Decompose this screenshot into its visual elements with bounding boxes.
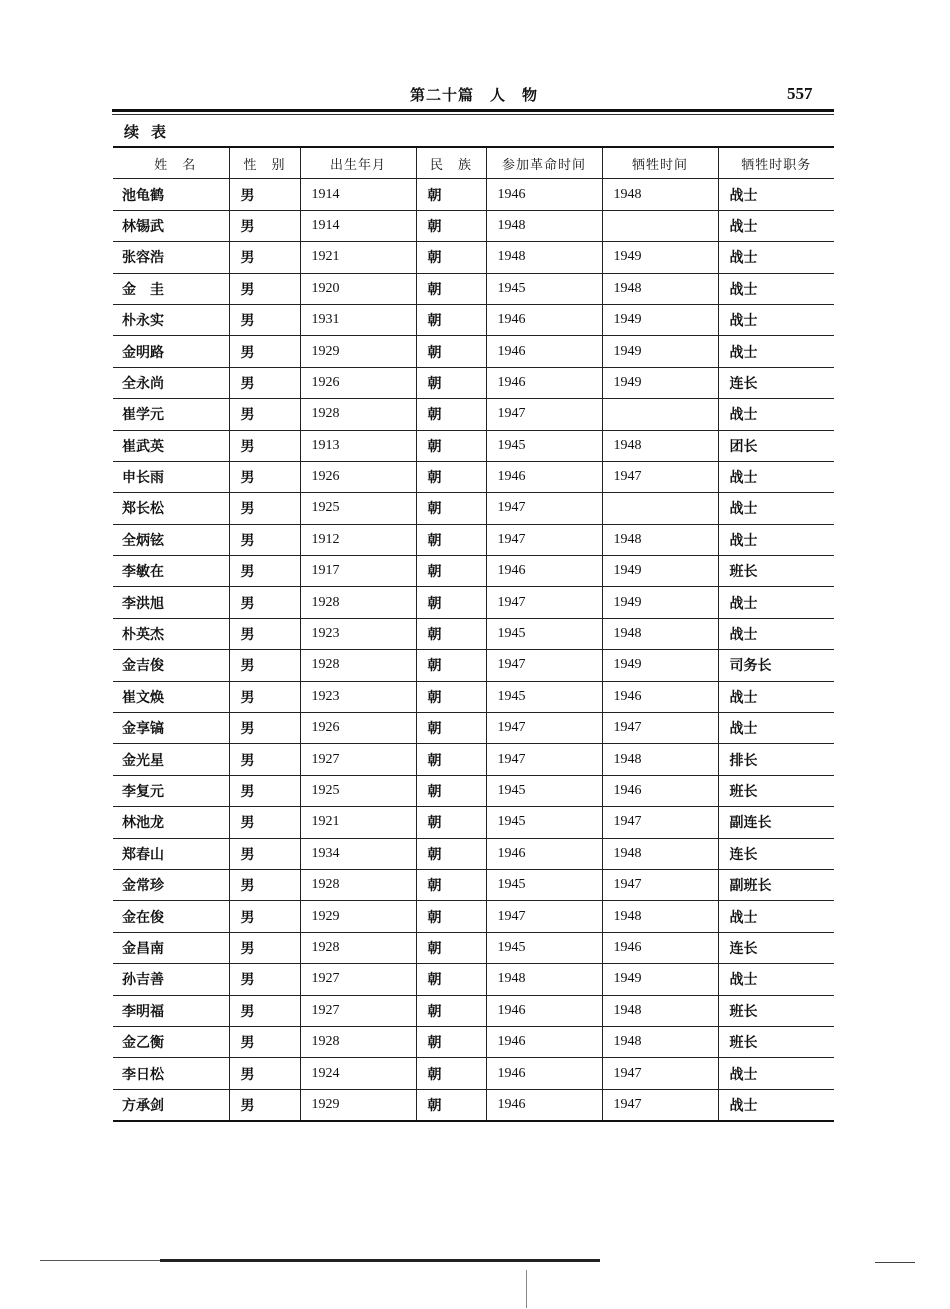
cell-death-year: 1947: [602, 1058, 718, 1089]
cell-birth-year: 1927: [300, 964, 416, 995]
cell-death-year: [602, 210, 718, 241]
cell-position: 战士: [718, 1089, 834, 1121]
cell-sex: 男: [229, 304, 300, 335]
cell-ethnicity: 朝: [416, 838, 486, 869]
cell-joined-year: 1947: [486, 901, 602, 932]
cell-birth-year: 1923: [300, 681, 416, 712]
cell-position: 战士: [718, 618, 834, 649]
cell-name: 崔学元: [113, 399, 229, 430]
table-row: [113, 179, 834, 210]
cell-joined-year: 1947: [486, 524, 602, 555]
cell-death-year: 1947: [602, 1089, 718, 1121]
cell-birth-year: 1928: [300, 399, 416, 430]
footer-mark: [875, 1262, 915, 1263]
table-body: [113, 179, 834, 1121]
column-header-sex: 性 别: [229, 147, 300, 179]
header-rule: [112, 109, 834, 112]
cell-ethnicity: 朝: [416, 1058, 486, 1089]
cell-sex: 男: [229, 367, 300, 398]
cell-birth-year: 1928: [300, 1026, 416, 1057]
cell-sex: 男: [229, 493, 300, 524]
cell-ethnicity: 朝: [416, 336, 486, 367]
table-row: [113, 744, 834, 775]
cell-position: 班长: [718, 1026, 834, 1057]
cell-joined-year: 1946: [486, 1089, 602, 1121]
cell-sex: 男: [229, 775, 300, 806]
cell-name: 金昌南: [113, 932, 229, 963]
table-row: [113, 1058, 834, 1089]
martyrs-table: [113, 146, 834, 1122]
cell-birth-year: 1927: [300, 995, 416, 1026]
cell-birth-year: 1921: [300, 242, 416, 273]
cell-sex: 男: [229, 273, 300, 304]
cell-joined-year: 1946: [486, 304, 602, 335]
cell-ethnicity: 朝: [416, 461, 486, 492]
cell-name: 朴永实: [113, 304, 229, 335]
cell-birth-year: 1924: [300, 1058, 416, 1089]
cell-death-year: 1947: [602, 461, 718, 492]
cell-birth-year: 1912: [300, 524, 416, 555]
table-row: [113, 713, 834, 744]
cell-name: 金享镐: [113, 713, 229, 744]
cell-sex: 男: [229, 524, 300, 555]
cell-birth-year: 1914: [300, 210, 416, 241]
cell-ethnicity: 朝: [416, 744, 486, 775]
cell-name: 林锡武: [113, 210, 229, 241]
table-row: [113, 901, 834, 932]
cell-ethnicity: 朝: [416, 995, 486, 1026]
cell-name: 金乙衡: [113, 1026, 229, 1057]
cell-death-year: 1947: [602, 869, 718, 900]
column-header-name: 姓 名: [113, 147, 229, 179]
cell-birth-year: 1927: [300, 744, 416, 775]
cell-birth-year: 1923: [300, 618, 416, 649]
cell-sex: 男: [229, 838, 300, 869]
cell-joined-year: 1948: [486, 210, 602, 241]
cell-death-year: 1949: [602, 304, 718, 335]
cell-position: 战士: [718, 681, 834, 712]
cell-joined-year: 1945: [486, 430, 602, 461]
column-header-joined: 参加革命时间: [486, 147, 602, 179]
continued-label: 续表: [124, 123, 179, 141]
table-row: [113, 775, 834, 806]
fold-mark: [526, 1270, 527, 1308]
cell-position: 班长: [718, 775, 834, 806]
cell-name: 林池龙: [113, 807, 229, 838]
cell-position: 战士: [718, 242, 834, 273]
cell-position: 战士: [718, 587, 834, 618]
table-header-row: [113, 147, 834, 179]
cell-sex: 男: [229, 1026, 300, 1057]
cell-name: 金常珍: [113, 869, 229, 900]
cell-position: 班长: [718, 556, 834, 587]
cell-birth-year: 1913: [300, 430, 416, 461]
cell-joined-year: 1948: [486, 964, 602, 995]
table-row: [113, 556, 834, 587]
cell-birth-year: 1931: [300, 304, 416, 335]
table-row: [113, 932, 834, 963]
cell-birth-year: 1925: [300, 493, 416, 524]
cell-joined-year: 1945: [486, 869, 602, 900]
cell-position: 战士: [718, 179, 834, 210]
table-row: [113, 1089, 834, 1121]
cell-ethnicity: 朝: [416, 807, 486, 838]
cell-sex: 男: [229, 713, 300, 744]
table-row: [113, 869, 834, 900]
cell-birth-year: 1928: [300, 932, 416, 963]
cell-birth-year: 1926: [300, 367, 416, 398]
cell-name: 崔文焕: [113, 681, 229, 712]
cell-sex: 男: [229, 932, 300, 963]
cell-ethnicity: 朝: [416, 273, 486, 304]
cell-name: 金光星: [113, 744, 229, 775]
cell-name: 朴英杰: [113, 618, 229, 649]
cell-name: 郑春山: [113, 838, 229, 869]
cell-ethnicity: 朝: [416, 399, 486, 430]
cell-ethnicity: 朝: [416, 430, 486, 461]
cell-death-year: 1949: [602, 242, 718, 273]
cell-sex: 男: [229, 587, 300, 618]
cell-death-year: 1946: [602, 681, 718, 712]
cell-sex: 男: [229, 650, 300, 681]
cell-joined-year: 1946: [486, 1026, 602, 1057]
table-row: [113, 681, 834, 712]
cell-position: 团长: [718, 430, 834, 461]
cell-name: 李日松: [113, 1058, 229, 1089]
cell-joined-year: 1946: [486, 179, 602, 210]
cell-ethnicity: 朝: [416, 493, 486, 524]
cell-sex: 男: [229, 399, 300, 430]
cell-birth-year: 1921: [300, 807, 416, 838]
cell-death-year: 1947: [602, 713, 718, 744]
cell-name: 金明路: [113, 336, 229, 367]
table-row: [113, 807, 834, 838]
table-row: [113, 493, 834, 524]
cell-death-year: 1949: [602, 367, 718, 398]
cell-ethnicity: 朝: [416, 869, 486, 900]
cell-birth-year: 1926: [300, 461, 416, 492]
cell-position: 连长: [718, 838, 834, 869]
cell-joined-year: 1945: [486, 681, 602, 712]
cell-joined-year: 1947: [486, 744, 602, 775]
cell-ethnicity: 朝: [416, 556, 486, 587]
cell-joined-year: 1947: [486, 650, 602, 681]
table-row: [113, 650, 834, 681]
cell-joined-year: 1947: [486, 713, 602, 744]
table-row: [113, 524, 834, 555]
cell-sex: 男: [229, 556, 300, 587]
cell-position: 连长: [718, 367, 834, 398]
cell-name: 李敏在: [113, 556, 229, 587]
table-row: [113, 461, 834, 492]
footer-rule: [160, 1259, 600, 1262]
cell-death-year: 1948: [602, 901, 718, 932]
table-row: [113, 618, 834, 649]
footer-rule-left: [40, 1260, 160, 1261]
cell-name: 孙吉善: [113, 964, 229, 995]
cell-position: 战士: [718, 273, 834, 304]
cell-joined-year: 1946: [486, 995, 602, 1026]
cell-joined-year: 1945: [486, 775, 602, 806]
cell-ethnicity: 朝: [416, 367, 486, 398]
cell-sex: 男: [229, 461, 300, 492]
cell-position: 战士: [718, 713, 834, 744]
cell-name: 郑长松: [113, 493, 229, 524]
cell-joined-year: 1946: [486, 838, 602, 869]
cell-ethnicity: 朝: [416, 775, 486, 806]
page-number: 557: [787, 84, 813, 103]
cell-death-year: 1947: [602, 807, 718, 838]
table-row: [113, 838, 834, 869]
cell-birth-year: 1925: [300, 775, 416, 806]
cell-birth-year: 1929: [300, 901, 416, 932]
cell-ethnicity: 朝: [416, 964, 486, 995]
cell-name: 李洪旭: [113, 587, 229, 618]
cell-sex: 男: [229, 210, 300, 241]
cell-position: 司务长: [718, 650, 834, 681]
cell-birth-year: 1914: [300, 179, 416, 210]
cell-ethnicity: 朝: [416, 210, 486, 241]
cell-birth-year: 1926: [300, 713, 416, 744]
cell-name: 方承剑: [113, 1089, 229, 1121]
cell-death-year: 1949: [602, 336, 718, 367]
cell-joined-year: 1947: [486, 399, 602, 430]
cell-sex: 男: [229, 964, 300, 995]
cell-death-year: 1949: [602, 587, 718, 618]
cell-birth-year: 1929: [300, 336, 416, 367]
cell-death-year: 1948: [602, 1026, 718, 1057]
cell-ethnicity: 朝: [416, 681, 486, 712]
cell-ethnicity: 朝: [416, 901, 486, 932]
cell-birth-year: 1929: [300, 1089, 416, 1121]
cell-joined-year: 1947: [486, 587, 602, 618]
cell-position: 战士: [718, 493, 834, 524]
section-title: 第二十篇 人 物: [410, 86, 539, 104]
cell-birth-year: 1928: [300, 869, 416, 900]
cell-birth-year: 1928: [300, 587, 416, 618]
cell-position: 战士: [718, 210, 834, 241]
cell-name: 李明福: [113, 995, 229, 1026]
cell-sex: 男: [229, 1058, 300, 1089]
cell-position: 战士: [718, 901, 834, 932]
cell-name: 金 圭: [113, 273, 229, 304]
cell-position: 战士: [718, 964, 834, 995]
cell-position: 连长: [718, 932, 834, 963]
cell-ethnicity: 朝: [416, 242, 486, 273]
cell-position: 副连长: [718, 807, 834, 838]
cell-joined-year: 1948: [486, 242, 602, 273]
cell-death-year: [602, 493, 718, 524]
column-header-born: 出生年月: [300, 147, 416, 179]
cell-joined-year: 1946: [486, 336, 602, 367]
table-row: [113, 210, 834, 241]
cell-position: 副班长: [718, 869, 834, 900]
cell-sex: 男: [229, 1089, 300, 1121]
cell-sex: 男: [229, 242, 300, 273]
table-row: [113, 964, 834, 995]
cell-joined-year: 1946: [486, 556, 602, 587]
cell-name: 崔武英: [113, 430, 229, 461]
cell-name: 全炳铉: [113, 524, 229, 555]
cell-joined-year: 1945: [486, 932, 602, 963]
table-row: [113, 367, 834, 398]
cell-birth-year: 1928: [300, 650, 416, 681]
cell-sex: 男: [229, 179, 300, 210]
cell-joined-year: 1946: [486, 367, 602, 398]
cell-joined-year: 1945: [486, 273, 602, 304]
cell-sex: 男: [229, 618, 300, 649]
header-rule-thin: [112, 114, 834, 115]
cell-death-year: 1948: [602, 430, 718, 461]
cell-death-year: 1948: [602, 524, 718, 555]
cell-ethnicity: 朝: [416, 179, 486, 210]
cell-death-year: [602, 399, 718, 430]
table-row: [113, 273, 834, 304]
table-row: [113, 336, 834, 367]
cell-ethnicity: 朝: [416, 618, 486, 649]
cell-death-year: 1948: [602, 838, 718, 869]
cell-ethnicity: 朝: [416, 587, 486, 618]
cell-position: 战士: [718, 336, 834, 367]
cell-joined-year: 1945: [486, 618, 602, 649]
cell-position: 战士: [718, 304, 834, 335]
cell-position: 战士: [718, 524, 834, 555]
cell-position: 战士: [718, 461, 834, 492]
cell-death-year: 1948: [602, 995, 718, 1026]
cell-name: 申长雨: [113, 461, 229, 492]
cell-birth-year: 1934: [300, 838, 416, 869]
cell-birth-year: 1920: [300, 273, 416, 304]
table-row: [113, 399, 834, 430]
table-row: [113, 587, 834, 618]
cell-death-year: 1946: [602, 775, 718, 806]
cell-ethnicity: 朝: [416, 713, 486, 744]
cell-death-year: 1948: [602, 618, 718, 649]
cell-death-year: 1948: [602, 273, 718, 304]
cell-death-year: 1949: [602, 650, 718, 681]
cell-joined-year: 1947: [486, 493, 602, 524]
cell-ethnicity: 朝: [416, 1089, 486, 1121]
cell-joined-year: 1946: [486, 461, 602, 492]
cell-death-year: 1949: [602, 964, 718, 995]
table-row: [113, 995, 834, 1026]
cell-sex: 男: [229, 430, 300, 461]
table-row: [113, 1026, 834, 1057]
column-header-ethnicity: 民 族: [416, 147, 486, 179]
cell-sex: 男: [229, 744, 300, 775]
cell-position: 战士: [718, 1058, 834, 1089]
column-header-died: 牺牲时间: [602, 147, 718, 179]
cell-ethnicity: 朝: [416, 650, 486, 681]
cell-death-year: 1946: [602, 932, 718, 963]
cell-name: 金吉俊: [113, 650, 229, 681]
cell-sex: 男: [229, 869, 300, 900]
cell-sex: 男: [229, 901, 300, 932]
column-header-role: 牺牲时职务: [718, 147, 834, 179]
cell-position: 战士: [718, 399, 834, 430]
cell-ethnicity: 朝: [416, 932, 486, 963]
cell-ethnicity: 朝: [416, 1026, 486, 1057]
cell-name: 张容浩: [113, 242, 229, 273]
cell-name: 全永尚: [113, 367, 229, 398]
cell-name: 池龟鹤: [113, 179, 229, 210]
table-row: [113, 430, 834, 461]
cell-name: 李复元: [113, 775, 229, 806]
cell-death-year: 1949: [602, 556, 718, 587]
cell-ethnicity: 朝: [416, 304, 486, 335]
cell-birth-year: 1917: [300, 556, 416, 587]
cell-death-year: 1948: [602, 744, 718, 775]
cell-death-year: 1948: [602, 179, 718, 210]
cell-ethnicity: 朝: [416, 524, 486, 555]
cell-sex: 男: [229, 995, 300, 1026]
cell-sex: 男: [229, 336, 300, 367]
table-row: [113, 242, 834, 273]
cell-sex: 男: [229, 681, 300, 712]
cell-sex: 男: [229, 807, 300, 838]
cell-name: 金在俊: [113, 901, 229, 932]
cell-position: 排长: [718, 744, 834, 775]
cell-joined-year: 1946: [486, 1058, 602, 1089]
cell-joined-year: 1945: [486, 807, 602, 838]
table-row: [113, 304, 834, 335]
cell-position: 班长: [718, 995, 834, 1026]
